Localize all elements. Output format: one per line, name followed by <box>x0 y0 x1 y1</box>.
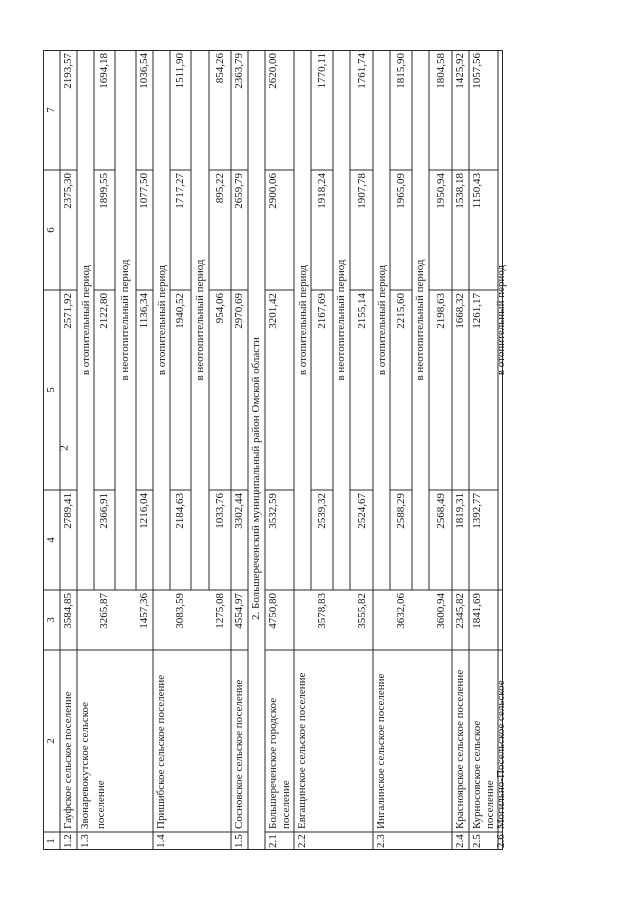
value-col-3: 1275,08 <box>214 593 226 629</box>
value-col-4: 3532,59 <box>267 493 279 529</box>
row-number: 1.2 <box>62 834 74 848</box>
value-col-4: 2366,91 <box>98 493 110 529</box>
settlement-name: Красноярское сельское поселение <box>454 669 466 829</box>
settlement-name: Гауфское сельское поселение <box>62 691 74 829</box>
value-col-3: 3578,83 <box>316 593 328 629</box>
row-number: 1.4 <box>155 834 167 848</box>
value-col-5: 2571,92 <box>62 293 74 329</box>
settlement-name: Курносовское сельское <box>471 720 483 829</box>
header-col-7: 7 <box>45 107 57 113</box>
settlement-name: Ингалинское сельское поселение <box>375 673 387 829</box>
value-col-6: 1538,18 <box>454 173 466 209</box>
settlement-name-cont: поселение <box>280 780 292 829</box>
settlement-name: Сосновское сельское поселение <box>233 679 245 829</box>
value-col-5: 3201,42 <box>267 293 279 329</box>
period-heating: в отопительный период <box>297 264 309 376</box>
settlement-name: Могильно-Посельское сельское <box>495 680 507 829</box>
value-col-3: 2345,82 <box>454 593 466 629</box>
settlement-name: Большереченское городское <box>267 697 279 829</box>
row-number: 2.4 <box>454 834 466 848</box>
value-col-4: 1216,04 <box>138 493 150 529</box>
value-col-3: 3555,82 <box>356 593 368 629</box>
value-col-5: 1136,34 <box>138 293 150 329</box>
settlement-name-cont: поселение <box>484 780 496 829</box>
period-heating: в отопительный период <box>376 264 388 376</box>
value-col-5: 2215,60 <box>395 293 407 329</box>
value-col-7: 1425,92 <box>454 53 466 89</box>
period-non-heating: в неотопительный период <box>194 259 206 381</box>
header-col-5: 5 <box>45 387 57 393</box>
header-col-1: 1 <box>45 838 57 844</box>
header-col-2: 2 <box>45 738 57 744</box>
value-col-4: 2588,29 <box>395 493 407 529</box>
value-col-3: 1841,69 <box>471 593 483 629</box>
value-col-5: 954,06 <box>214 293 226 324</box>
row-number: 2.5 <box>471 834 483 848</box>
value-col-5: 2970,69 <box>233 293 245 329</box>
value-col-7: 1057,56 <box>471 53 483 89</box>
value-col-6: 2900,06 <box>267 173 279 209</box>
header-col-6: 6 <box>45 227 57 233</box>
value-col-7: 1761,74 <box>356 53 368 89</box>
tariff-table <box>43 50 507 850</box>
row-number: 1.5 <box>233 834 245 848</box>
row-number: 1.3 <box>79 834 91 848</box>
value-col-3: 4554,97 <box>233 593 245 629</box>
value-col-3: 3632,06 <box>395 593 407 629</box>
value-col-3: 1457,36 <box>138 593 150 629</box>
header-col-4: 4 <box>45 537 57 543</box>
value-col-4: 3302,44 <box>233 493 245 529</box>
value-col-6: 1077,50 <box>138 173 150 209</box>
row-number: 2.2 <box>296 834 308 848</box>
value-col-7: 1804,58 <box>435 53 447 89</box>
value-col-4: 2539,32 <box>316 493 328 529</box>
value-col-6: 2375,30 <box>62 173 74 209</box>
value-col-5: 1940,52 <box>174 293 186 329</box>
value-col-7: 854,26 <box>214 53 226 84</box>
value-col-4: 1392,77 <box>471 493 483 529</box>
value-col-3: 3600,94 <box>435 593 447 629</box>
value-col-5: 1261,17 <box>471 293 483 329</box>
period-non-heating: в неотопительный период <box>119 259 131 381</box>
value-col-3: 3265,87 <box>98 593 110 629</box>
settlement-name: Звонаревокутское сельское <box>79 701 91 829</box>
value-col-7: 2363,79 <box>233 53 245 89</box>
row-number: 2.3 <box>375 834 387 848</box>
value-col-6: 1150,43 <box>471 173 483 209</box>
value-col-5: 2122,80 <box>98 293 110 329</box>
value-col-4: 2184,63 <box>174 493 186 529</box>
settlement-name-cont: поселение <box>95 780 107 829</box>
value-col-7: 1770,11 <box>316 53 328 89</box>
period-non-heating: в неотопительный период <box>335 259 347 381</box>
value-col-4: 1033,76 <box>214 493 226 529</box>
value-col-3: 4750,80 <box>267 593 279 629</box>
section-heading: 2. Большереченский муниципальный район Омской области <box>250 337 262 620</box>
value-col-6: 1717,27 <box>174 173 186 209</box>
value-col-3: 3083,59 <box>174 593 186 629</box>
value-col-7: 2193,57 <box>62 53 74 89</box>
page-number: 2 <box>56 445 71 451</box>
value-col-5: 2167,69 <box>316 293 328 329</box>
value-col-3: 3584,85 <box>62 593 74 629</box>
value-col-7: 1036,54 <box>138 53 150 89</box>
settlement-name: Пришибское сельское поселение <box>155 674 167 829</box>
value-col-7: 2620,00 <box>267 53 279 89</box>
value-col-4: 2524,67 <box>356 493 368 529</box>
value-col-4: 2789,41 <box>62 493 74 529</box>
value-col-6: 1918,24 <box>316 173 328 209</box>
value-col-6: 895,22 <box>214 173 226 204</box>
value-col-7: 1815,90 <box>395 53 407 89</box>
period-heating: в отопительный период <box>156 264 168 376</box>
value-col-6: 1950,94 <box>435 173 447 209</box>
period-heating: в отопительный период <box>495 264 507 376</box>
value-col-7: 1511,90 <box>174 53 186 89</box>
value-col-6: 1899,55 <box>98 173 110 209</box>
value-col-7: 1694,18 <box>98 53 110 89</box>
value-col-4: 1819,31 <box>454 493 466 529</box>
value-col-5: 2155,14 <box>356 293 368 329</box>
header-col-3: 3 <box>45 617 57 623</box>
period-non-heating: в неотопительный период <box>414 259 426 381</box>
value-col-6: 1965,09 <box>395 173 407 209</box>
row-number: 2.6 <box>495 834 507 848</box>
value-col-5: 2198,63 <box>435 293 447 329</box>
value-col-6: 2659,79 <box>233 173 245 209</box>
settlement-name: Евгащинское сельское поселение <box>296 672 308 829</box>
period-heating: в отопительный период <box>80 264 92 376</box>
value-col-6: 1907,78 <box>356 173 368 209</box>
value-col-4: 2568,49 <box>435 493 447 529</box>
value-col-5: 1668,32 <box>454 293 466 329</box>
row-number: 2.1 <box>267 834 279 848</box>
